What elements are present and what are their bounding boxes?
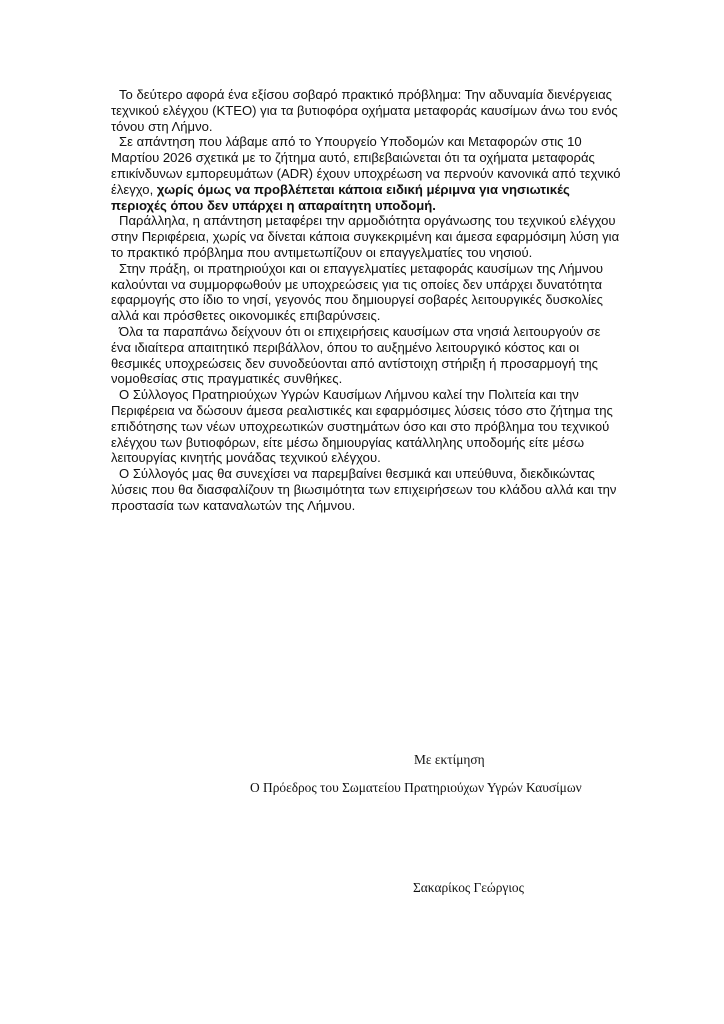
signatory-title: Ο Πρόεδρος του Σωματείου Πρατηριούχων Υγρών Καυσίμων [250, 780, 582, 795]
paragraph-region-responsibility [111, 213, 621, 260]
paragraph-text: Σε απάντηση που λάβαμε από το Υπουργείο Υποδομών και Μεταφορών στις 10 Μαρτίου 2026 σχετικά με το ζήτημα αυτό, επιβεβαιώνεται ότι τα οχήματα μεταφοράς επικίνδυνων εμπορευμάτων (ADR) έχουν υποχρέωση να περνούν κανονικά από τεχνικό έλεγχο, [111, 134, 621, 197]
signatory-name: Σακαρίκος Γεώργιος [413, 880, 524, 895]
paragraph-text: Το δεύτερο αφορά ένα εξίσου σοβαρό πρακτικό πρόβλημα: Την αδυναμία διενέργειας τεχνικού ελέγχου (ΚΤΕΟ) για τα βυτιοφόρα οχήματα μεταφοράς καυσίμων άνω του ενός τόνου στη Λήμνο. [111, 87, 618, 134]
paragraph-ktelo-problem [111, 87, 621, 134]
paragraph-text: Παράλληλα, η απάντηση μεταφέρει την αρμοδιότητα οργάνωσης του τεχνικού ελέγχου στην Περιφέρεια, χωρίς να δίνεται κάποια συγκεκριμένη και άμεσα εφαρμόσιμη λύση για το πρακτικό πρόβλημα που αντιμετωπίζουν οι επαγγελματίες του νησιού. [111, 213, 620, 260]
paragraph-commitment [111, 466, 621, 513]
paragraph-text: Όλα τα παραπάνω δείχνουν ότι οι επιχειρήσεις καυσίμων στα νησιά λειτουργούν σε ένα ιδιαίτερα απαιτητικό περιβάλλον, όπου το αυξημένο λειτουργικό κόστος και οι θεσμικές υποχρεώσεις δεν συνοδεύονται από αντίστοιχη στήριξη ή προσαρμογή της νομοθεσίας στις πραγματικές συνθήκες. [111, 323, 601, 387]
paragraph-text: Στην πράξη, οι πρατηριούχοι και οι επαγγελματίες μεταφοράς καυσίμων της Λήμνου καλούνται να συμμορφωθούν με υποχρεώσεις για τις οποίες δεν υπάρχει δυνατότητα εφαρμογής στο ίδιο το νησί, γεγονός που δημιουργεί σοβαρές λειτουργικές δυσκολίες αλλά και πρόσθετες οικονομικές επιβαρύνσεις. [111, 260, 604, 324]
paragraph-ministry-response [111, 134, 621, 213]
paragraph-text: Ο Σύλλογός μας θα συνεχίσει να παρεμβαίνει θεσμικά και υπεύθυνα, διεκδικώντας λύσεις που θα διασφαλίζουν τη βιωσιμότητα των επιχειρήσεων του κλάδου αλλά και την προστασία των καταναλωτών της Λήμνου. [111, 466, 617, 513]
paragraph-call-to-action [111, 387, 621, 466]
paragraph-environment [111, 324, 621, 387]
letter-body [111, 87, 621, 514]
closing-greeting: Με εκτίμηση [414, 752, 485, 767]
paragraph-practice [111, 261, 621, 324]
paragraph-text: Ο Σύλλογος Πρατηριούχων Υγρών Καυσίμων Λήμνου καλεί την Πολιτεία και την Περιφέρεια να δώσουν άμεσα ρεαλιστικές και εφαρμόσιμες λύσεις τόσο στο ζήτημα της επιδότησης των νέων υποχρεωτικών συστημάτων όσο και στο πρόβλημα του τεχνικού ελέγχου των βυτιοφόρων, είτε μέσω δημιουργίας κατάλληλης υποδομής είτε μέσω λειτουργίας κινητής μονάδας τεχνικού ελέγχου. [111, 387, 613, 466]
paragraph-bold-text: χωρίς όμως να προβλέπεται κάποια ειδική μέριμνα για νησιωτικές περιοχές όπου δεν υπάρχει η απαραίτητη υποδομή. [111, 181, 570, 213]
